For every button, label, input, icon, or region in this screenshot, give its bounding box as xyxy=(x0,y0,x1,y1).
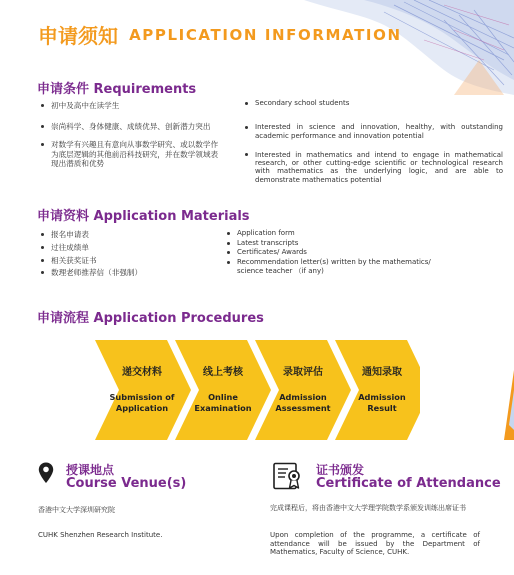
materials-title: 申请资料 Application Materials xyxy=(37,209,250,224)
step-label-cn: 线上考核 xyxy=(203,367,243,378)
list-item: Latest transcripts xyxy=(227,239,487,249)
requirements-list-en xyxy=(245,99,503,184)
certificate-title-en: Certificate of Attendance xyxy=(316,476,501,491)
list-item: 对数学有兴趣且有意向从事数学研究、或以数学作为底层逻辑的其他前沿科技研究，并在数学领域表现出潜质和优势 xyxy=(41,140,221,169)
list-item: 报名申请表 xyxy=(41,230,216,240)
venue-text-cn: 香港中文大学深圳研究院 xyxy=(38,506,115,514)
page-title-cn: 申请须知 xyxy=(38,24,118,48)
page-header xyxy=(38,20,402,49)
requirements-title: 申请条件 Requirements xyxy=(37,82,197,97)
list-item: Certificates/ Awards xyxy=(227,248,487,258)
list-item-continuation: science teacher （if any) xyxy=(237,267,324,276)
materials-list-en xyxy=(227,229,487,277)
list-item: 初中及高中在读学生 xyxy=(41,101,221,111)
step-label-en: Admission Result xyxy=(358,392,406,413)
procedure-step-4 xyxy=(344,340,420,440)
venue-title-cn: 授课地点 xyxy=(66,463,115,477)
location-pin-icon xyxy=(38,462,54,484)
requirements-list-cn xyxy=(41,101,221,169)
list-item: 过往成绩单 xyxy=(41,243,216,253)
procedures-title: 申请流程 Application Procedures xyxy=(37,311,264,326)
step-label-en: Admission Assessment xyxy=(275,392,331,413)
step-label-en: Submission of Application xyxy=(109,392,175,413)
list-item: Interested in mathematics and intend to engage in mathematical research, or other cutting-edge scientific or technological research with mathematics as the underlying logic, and are able to demonstrate mathematics potential xyxy=(245,151,503,184)
page-title-en: APPLICATION INFORMATION xyxy=(129,25,402,44)
procedure-step-1 xyxy=(104,340,180,440)
venue-text-en: CUHK Shenzhen Research Institute. xyxy=(38,531,163,539)
list-item: Recommendation letter(s) written by the mathematics/ xyxy=(227,258,487,268)
list-item: 相关获奖证书 xyxy=(41,256,216,266)
step-label-en: Online Examination xyxy=(194,392,252,413)
certificate-title-cn: 证书颁发 xyxy=(316,463,365,477)
list-item: Interested in science and innovation, healthy, with outstanding academic performance and innovation potential xyxy=(245,123,503,140)
list-item: Application form xyxy=(227,229,487,239)
step-label-cn: 录取评估 xyxy=(283,367,323,378)
materials-list-cn xyxy=(41,230,216,281)
list-item: Secondary school students xyxy=(245,99,503,107)
certificate-text-en: Upon completion of the programme, a certificate of attendance will be issued by the Department of Mathematics, Faculty of Science, CUHK. xyxy=(270,531,480,557)
procedure-flow xyxy=(90,340,420,440)
certificate-text-cn: 完成课程后，将由香港中文大学理学院数学系颁发训练出席证书 xyxy=(270,504,466,512)
certificate-icon xyxy=(273,462,303,490)
procedure-step-3 xyxy=(265,340,341,440)
step-label-cn: 通知录取 xyxy=(362,367,402,378)
step-label-cn: 递交材料 xyxy=(122,367,162,378)
procedure-step-2 xyxy=(185,340,261,440)
decorative-stripe xyxy=(498,370,514,440)
venue-title-en: Course Venue(s) xyxy=(66,476,187,491)
list-item: 数理老师推荐信（非强制） xyxy=(41,268,216,278)
list-item: 崇尚科学、身体健康、成绩优异、创新潜力突出 xyxy=(41,122,221,132)
